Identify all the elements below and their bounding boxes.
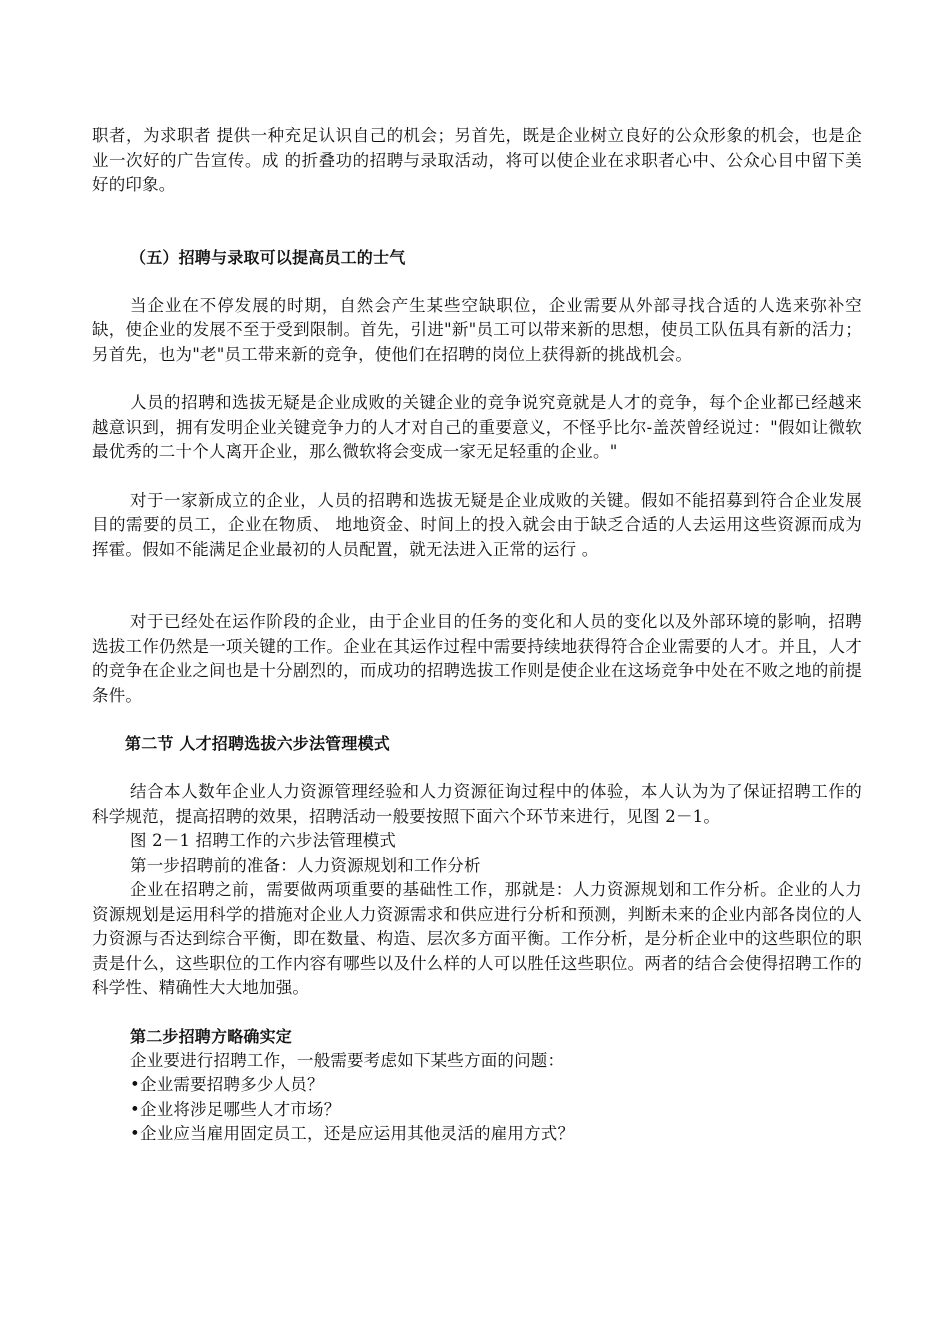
heading-morale: （五）招聘与录取可以提高员工的士气 — [130, 247, 406, 267]
bullet-marker: • — [130, 1124, 140, 1143]
paragraph-operating-enterprise: 对于已经处在运作阶段的企业，由于企业目的任务的变化和人员的变化以及外部环境的影响，招聘选拔工作仍然是一项关键的工作。企业在其运作过程中需要持续地获得符合企业需要的人才。并且，人才的竞争在企业之间也是十分剧烈的，而成功的招聘选拔工作则是使企业在这场竞争中处在不败之地的前提条件。 — [92, 612, 862, 705]
figure-caption: 图 2－1 招聘工作的六步法管理模式 — [130, 831, 397, 850]
bullet-marker: • — [130, 1099, 140, 1119]
list-item — [92, 1098, 862, 1123]
step-two-title: 第二步招聘方略确实定 — [130, 1026, 293, 1046]
paragraph-six-steps-intro: 结合本人数年企业人力资源管理经验和人力资源征询过程中的体验，本人认为为了保证招聘工作的科学规范，提高招聘的效果，招聘活动一般要按照下面六个环节来进行，见图 2－1。 — [92, 782, 862, 826]
paragraph-recruitment-publicity: 职者，为求职者 提供一种充足认识自己的机会；另首先，既是企业树立良好的公众形象的机会，也是企业一次好的广告宣传。成 的折叠功的招聘与录取活动，将可以使企业在求职者心中、公众心目中留下美好的印象。 — [92, 126, 862, 194]
paragraph-talent-competition: 人员的招聘和选拔无疑是企业成败的关键企业的竞争说究竟就是人才的竞争，每个企业都已经越来越意识到，拥有发明企业关键竞争力的人才对自己的重要意义，不怪乎比尔-盖茨曾经说过："假如让微软最优秀的二十个人离开企业，那么微软将会变成一家无足轻重的企业。" — [92, 393, 862, 461]
list-item-text: 企业应当雇用固定员工，还是应运用其他灵活的雇用方式？ — [140, 1124, 575, 1143]
document-page — [92, 124, 862, 1147]
step-one-title: 第一步招聘前的准备：人力资源规划和工作分析 — [130, 855, 481, 875]
bullet-marker: • — [130, 1075, 140, 1094]
list-item — [92, 1073, 862, 1098]
paragraph-new-staff: 当企业在不停发展的时期，自然会产生某些空缺职位，企业需要从外部寻找合适的人选来弥补空缺，使企业的发展不至于受到限制。首先，引进"新"员工可以带来新的思想，使员工队伍具有新的活力；另首先，也为"老"员工带来新的竞争，使他们在招聘的岗位上获得新的挑战机会。 — [92, 295, 862, 364]
section-title-six-steps: 第二节 人才招聘选拔六步法管理模式 — [125, 734, 390, 753]
paragraph-hr-planning: 企业在招聘之前，需要做两项重要的基础性工作，那就是：人力资源规划和工作分析。企业的人力资源规划是运用科学的措施对企业人力资源需求和供应进行分析和预测，判断未来的企业内部各岗位的人力资源与否达到综合平衡，即在数量、构造、层次多方面平衡。工作分析，是分析企业中的这些职位的职责是什么，这些职位的工作内容有哪些以及什么样的人可以胜任这些职位。两者的结合会使得招聘工作的科学性、精确性大大地加强。 — [92, 880, 862, 997]
list-item — [92, 1122, 862, 1147]
list-item-text: 企业需要招聘多少人员？ — [140, 1075, 324, 1094]
paragraph-considerations: 企业要进行招聘工作，一般需要考虑如下某些方面的问题： — [130, 1050, 565, 1070]
paragraph-new-enterprise: 对于一家新成立的企业，人员的招聘和选拔无疑是企业成败的关键。假如不能招募到符合企业发展目的需要的员工，企业在物质、 地地资金、时间上的投入就会由于缺乏合适的人去运用这些资源而成为挥霍。假如不能满足企业最初的人员配置，就无法进入正常的运行 。 — [92, 490, 862, 559]
list-item-text: 企业将涉足哪些人才市场？ — [140, 1099, 341, 1119]
